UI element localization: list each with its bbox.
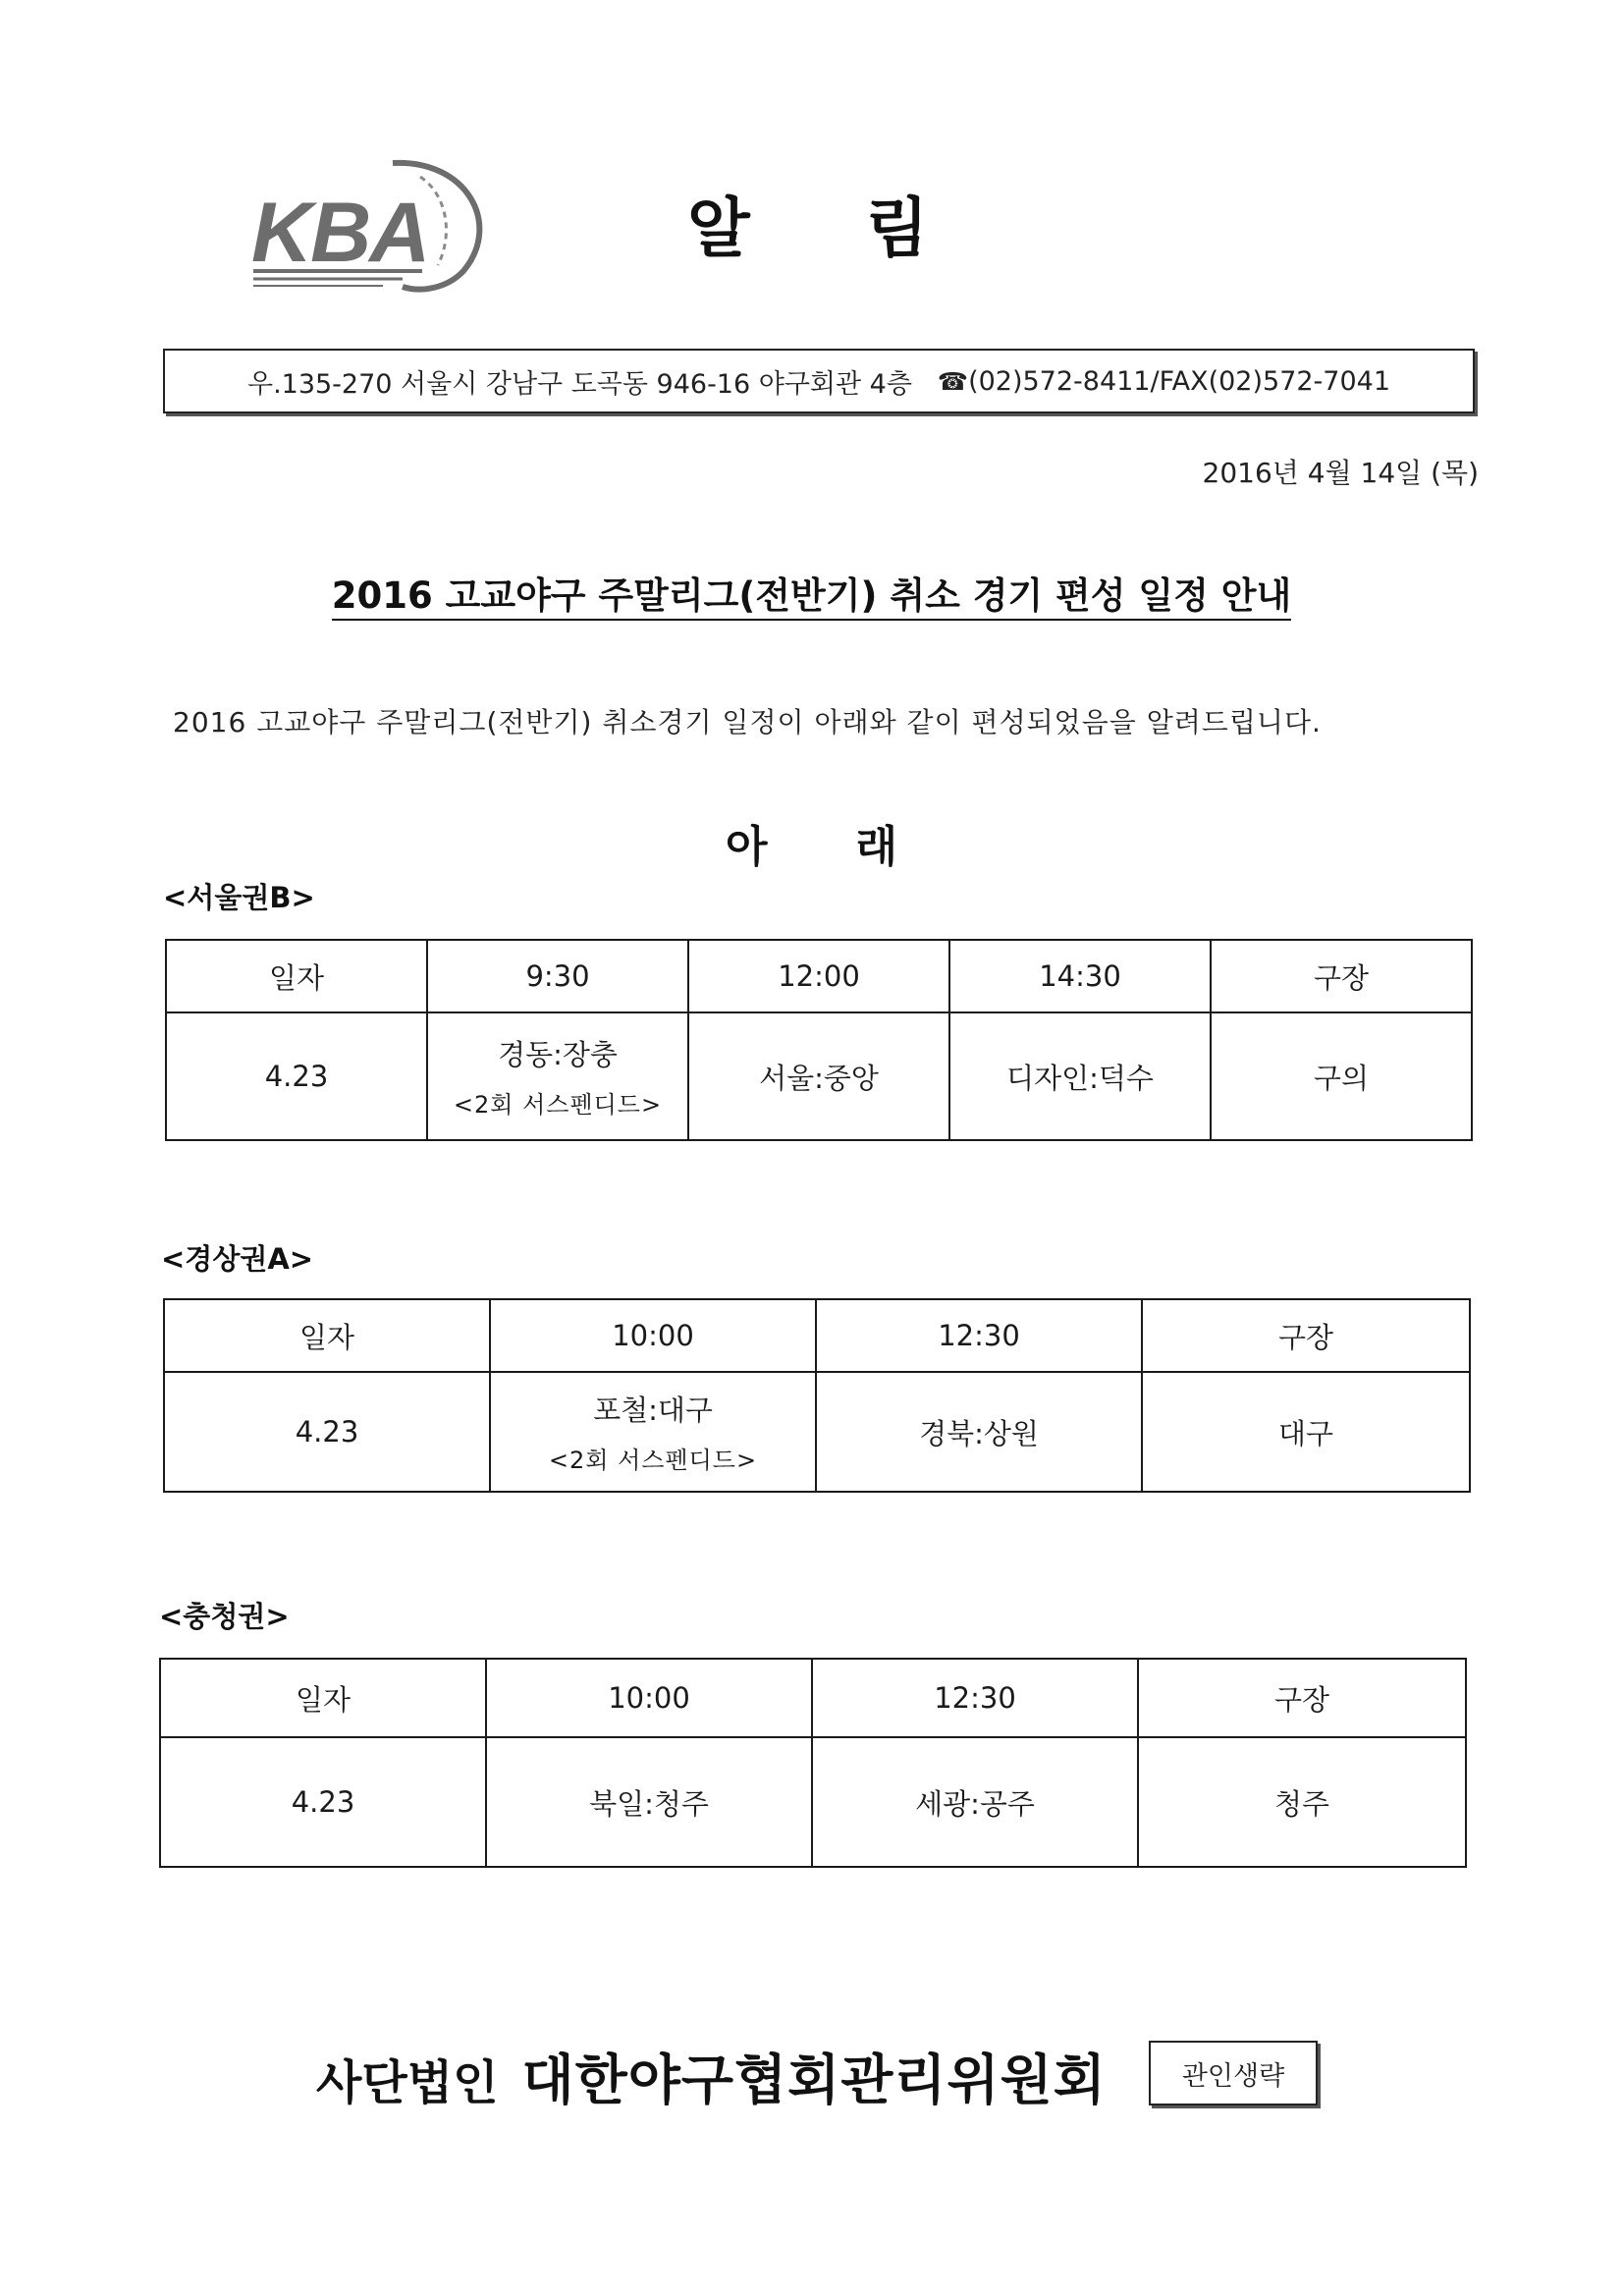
date-cell: 4.23	[164, 1372, 490, 1492]
phone-fax-text: (02)572-8411/FAX(02)572-7041	[968, 365, 1391, 397]
header-cell: 12:30	[816, 1299, 1142, 1372]
schedule-table	[165, 939, 1473, 1141]
body-paragraph: 2016 고교야구 주말리그(전반기) 취소경기 일정이 아래와 같이 편성되었음을 알려드립니다.	[173, 706, 1322, 738]
header-cell: 구장	[1142, 1299, 1470, 1372]
game-match: 서울:중앙	[759, 1061, 879, 1095]
game-cell	[688, 1012, 949, 1140]
game-cell	[490, 1372, 816, 1492]
venue-cell: 청주	[1138, 1737, 1466, 1867]
game-match: 디자인:덕수	[1006, 1061, 1154, 1095]
logo-wordmark: KBA	[251, 186, 429, 280]
region-label: <경상권A>	[161, 1242, 314, 1276]
kba-logo	[245, 155, 491, 293]
address-box	[163, 349, 1475, 413]
organization-name	[316, 2037, 1107, 2114]
header-cell: 14:30	[949, 940, 1211, 1012]
header-cell: 구장	[1138, 1659, 1466, 1737]
table-row	[166, 1012, 1472, 1140]
header-cell: 9:30	[427, 940, 688, 1012]
header-cell: 구장	[1211, 940, 1472, 1012]
date-cell: 4.23	[166, 1012, 427, 1140]
game-cell	[812, 1737, 1138, 1867]
document-title	[0, 566, 1623, 619]
game-match: 포철:대구	[593, 1394, 713, 1427]
header-cell: 일자	[160, 1659, 486, 1737]
header-cell: 12:00	[688, 940, 949, 1012]
header-cell: 10:00	[486, 1659, 812, 1737]
game-cell	[816, 1372, 1142, 1492]
telephone-icon: ☎	[937, 366, 969, 396]
header-cell: 일자	[166, 940, 427, 1012]
region-label: <충청권>	[159, 1600, 290, 1633]
game-match: 세광:공주	[915, 1786, 1035, 1821]
organization-prefix: 사단법인	[316, 2055, 499, 2110]
below-heading: 아래	[725, 822, 986, 872]
game-note: <2회 서스펜디드>	[453, 1091, 663, 1119]
game-match: 경동:장충	[498, 1038, 618, 1071]
game-cell	[949, 1012, 1211, 1140]
document-date: 2016년 4월 14일 (목)	[1202, 457, 1479, 489]
header-cell: 12:30	[812, 1659, 1138, 1737]
game-match: 북일:청주	[589, 1786, 709, 1821]
header-cell: 일자	[164, 1299, 490, 1372]
date-cell: 4.23	[160, 1737, 486, 1867]
address-text: 우.135-270 서울시 강남구 도곡동 946-16 야구회관 4층	[246, 368, 912, 400]
document-title-text: 2016 고교야구 주말리그(전반기) 취소 경기 편성 일정 안내	[332, 574, 1292, 621]
game-cell	[427, 1012, 688, 1140]
table-row	[160, 1737, 1466, 1867]
table-row	[164, 1372, 1470, 1492]
game-match: 경북:상원	[919, 1416, 1039, 1450]
organization-title: 대한야구협회관리위원회	[521, 2049, 1107, 2111]
notice-title: 알림	[687, 191, 1045, 266]
header-cell: 10:00	[490, 1299, 816, 1372]
schedule-table	[159, 1658, 1467, 1868]
table-header-row	[166, 940, 1472, 1012]
region-label: <서울권B>	[163, 881, 315, 914]
seal-omitted-box: 관인생략	[1149, 2041, 1318, 2105]
venue-cell: 대구	[1142, 1372, 1470, 1492]
venue-cell: 구의	[1211, 1012, 1472, 1140]
game-cell	[486, 1737, 812, 1867]
schedule-table	[163, 1298, 1471, 1493]
game-note: <2회 서스펜디드>	[548, 1447, 758, 1474]
table-header-row	[160, 1659, 1466, 1737]
table-header-row	[164, 1299, 1470, 1372]
